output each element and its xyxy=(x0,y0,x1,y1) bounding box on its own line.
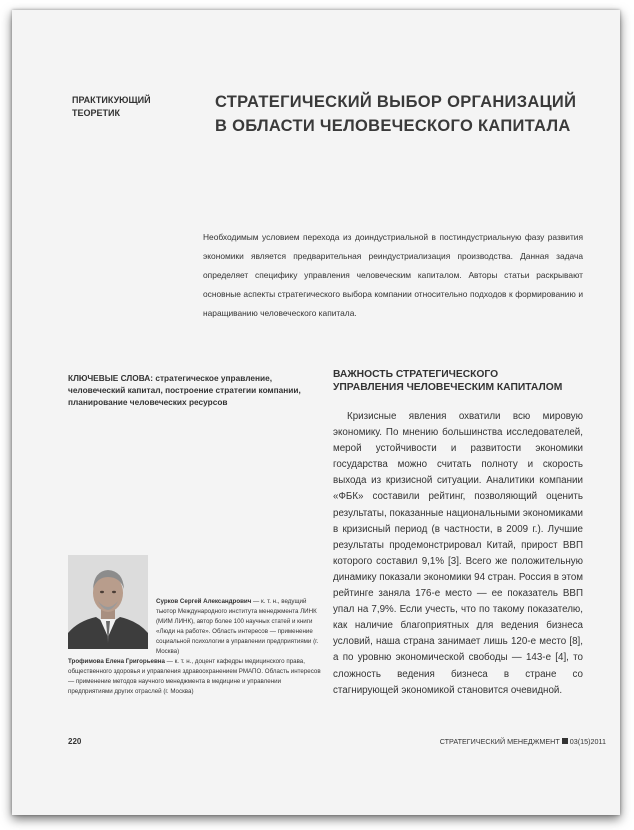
footer-journal-name: СТРАТЕГИЧЕСКИЙ МЕНЕДЖМЕНТ xyxy=(439,737,560,746)
author-2-bio xyxy=(68,657,324,697)
section-label xyxy=(72,94,151,120)
author-portrait-image xyxy=(68,555,148,649)
section-label-line-2: ТЕОРЕТИК xyxy=(72,108,120,118)
author-2-description: — к. т. н., доцент кафедры медицинского права, общественного здоровья и управления здравоохранением РМАПО. Область интересов — применение методов научного менеджмента в медицине и управлении предприятиями других отраслей (г. Москва) xyxy=(68,658,321,695)
author-photo xyxy=(68,555,148,649)
body-text: Кризисные явления охватили всю мировую экономику. По мнению большинства исследователей, мерой устойчивости и развитости экономики государства можно считать полноту и скорость выхода из кризисной ситуации. Аналитики компании «ФБК» составили рейтинг, позволяющий оценить результаты, показанные национальными экономиками в кризисный период (в частности, в 2009 г.). Лучшие результаты продемонстрировал Китай, прирост ВВП которого составил 9,1% [3]. Всего же положительную динамику показали экономики 94 стран. Россия в этом рейтинге заняла 176-е место — ее показатель ВВП упал на 7,9%. Если учесть, что по такому показателю, как наличие благоприятных для ведения бизнеса условий, наша страна занимает лишь 120-е место [8], а по уровню экономической свободы — 143-е [4], то сложность ведения бизнеса в стране со стагнирующей экономикой становится очевидной. xyxy=(333,411,583,696)
section-heading-line-1: ВАЖНОСТЬ СТРАТЕГИЧЕСКОГО xyxy=(333,369,499,380)
section-heading xyxy=(333,368,593,394)
square-bullet-icon xyxy=(562,738,568,744)
section-label-line-1: ПРАКТИКУЮЩИЙ xyxy=(72,95,151,105)
author-1-name: Сурков Сергей Александрович xyxy=(156,598,252,605)
page-number: 220 xyxy=(68,737,82,746)
footer-journal xyxy=(440,737,606,746)
article-title-line-2: В ОБЛАСТИ ЧЕЛОВЕЧЕСКОГО КАПИТАЛА xyxy=(215,117,571,135)
article-title xyxy=(215,90,595,138)
article-title-line-1: СТРАТЕГИЧЕСКИЙ ВЫБОР ОРГАНИЗАЦИЙ xyxy=(215,93,577,111)
keywords: КЛЮЧЕВЫЕ СЛОВА: стратегическое управление, человеческий капитал, построение стратегии компании, планирование человеческих ресурсов xyxy=(68,373,301,407)
footer-issue: 03(15)2011 xyxy=(569,737,606,746)
author-2-name: Трофимова Елена Григорьевна xyxy=(68,658,165,665)
author-1-description: — к. т. н., ведущий тьютор Международного института менеджмента ЛИНК (МИМ ЛИНК), автор более 100 научных статей и книги «Люди на работе». Область интересов — применение социальной психологии в управлении предприятиями (г. Москва) xyxy=(156,598,319,655)
author-1-bio xyxy=(156,597,324,657)
article-abstract: Необходимым условием перехода из доиндустриальной в постиндустриальную фазу развития экономики является предварительная реиндустриализация производства. Данная задача определяет специфику управления человеческим капиталом. Авторы статьи раскрывают основные аспекты стратегического выбора компании относительно подходов к формированию и наращиванию человеческого капитала. xyxy=(203,232,583,318)
section-heading-line-2: УПРАВЛЕНИЯ ЧЕЛОВЕЧЕСКИМ КАПИТАЛОМ xyxy=(333,382,563,393)
